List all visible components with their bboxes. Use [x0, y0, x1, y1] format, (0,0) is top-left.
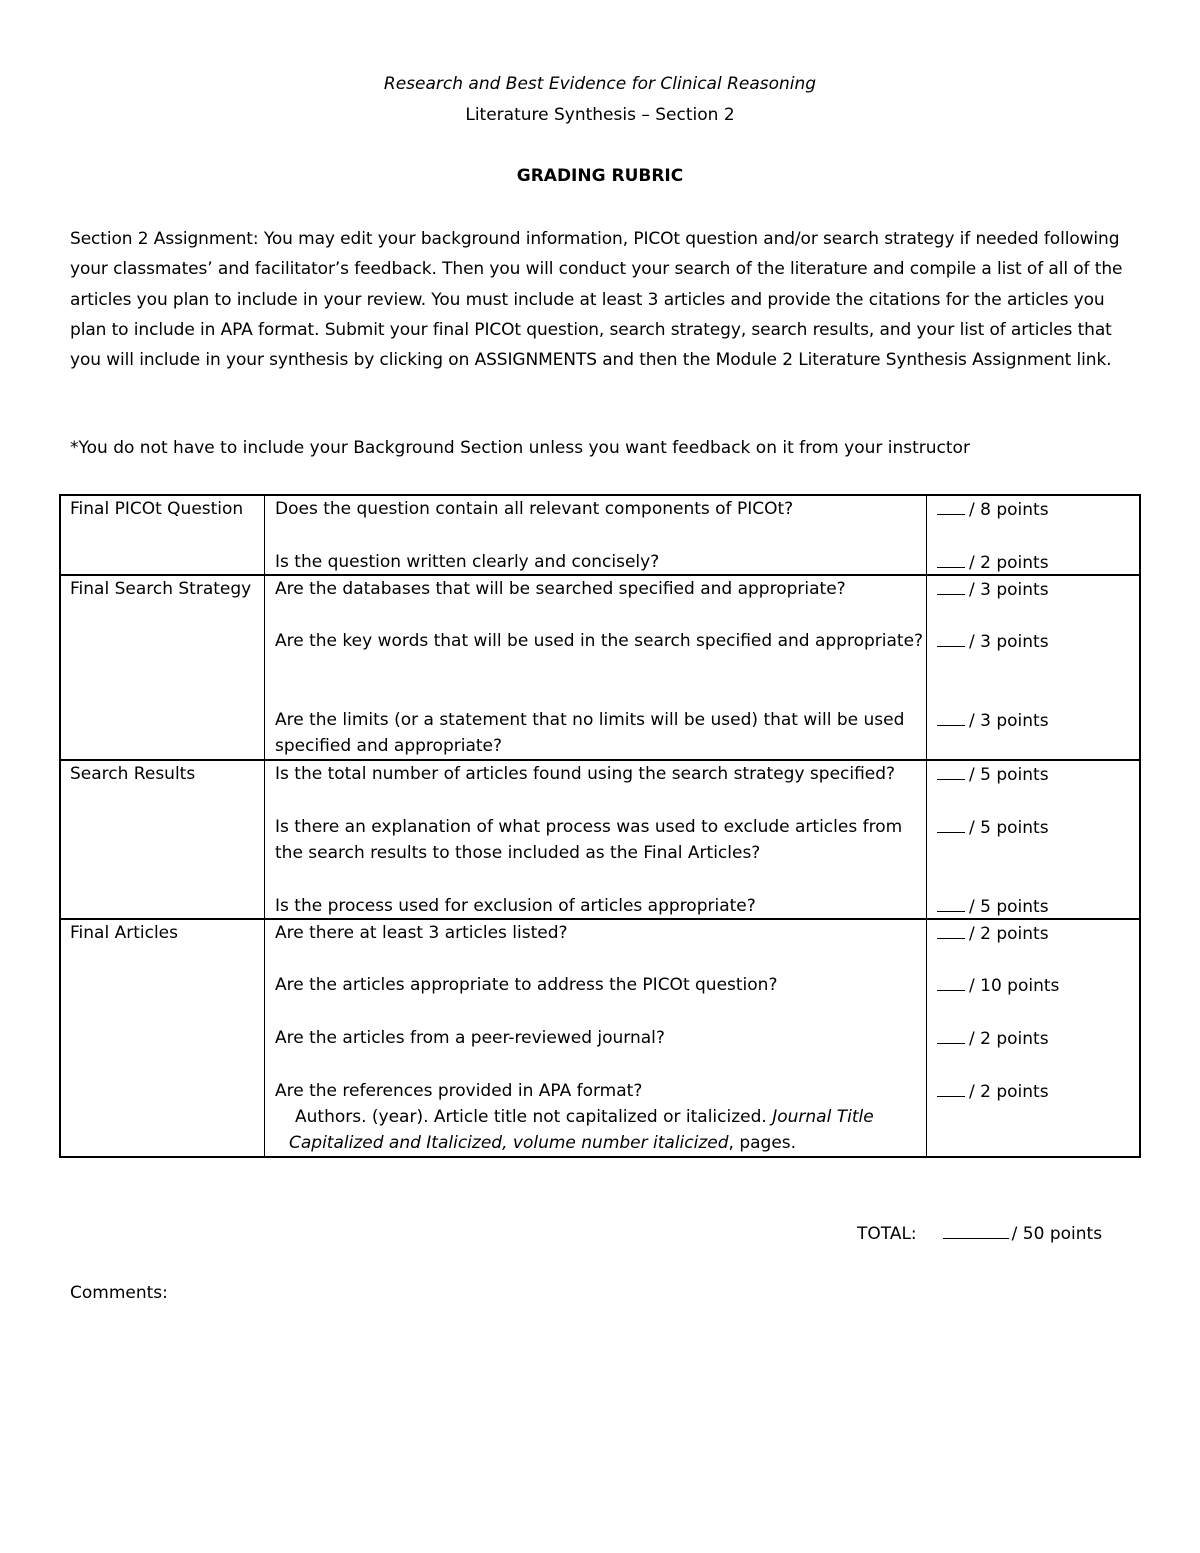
criterion-points: / 10 points — [937, 972, 1059, 999]
criterion-points: / 2 points — [937, 1025, 1049, 1052]
criterion-points: / 3 points — [937, 628, 1049, 655]
criterion-text: Are the key words that will be used in the search specified and appropriate? — [275, 631, 924, 651]
criterion-text: Are the limits (or a statement that no limits will be used) that will be used specified and appropriate? — [275, 710, 905, 756]
category-final-picot-question: Final PICOt Question — [70, 499, 244, 519]
section-title: Literature Synthesis – Section 2 — [465, 105, 735, 125]
criterion-points: / 2 points — [937, 549, 1049, 576]
category-final-articles: Final Articles — [70, 923, 178, 943]
apa-format-example — [289, 1104, 929, 1156]
score-blank[interactable] — [937, 972, 965, 991]
course-title: Research and Best Evidence for Clinical Reasoning — [383, 74, 817, 94]
criterion-text: Are the databases that will be searched specified and appropriate? — [275, 579, 846, 599]
score-blank[interactable] — [937, 576, 965, 595]
criterion-text: Is there an explanation of what process was used to exclude articles from the search results to those included as the Final Articles? — [275, 817, 903, 863]
assignment-label: Section 2 Assignment: — [70, 229, 259, 249]
criterion-points: / 5 points — [937, 761, 1049, 788]
apa-format-plain: Authors. (year). Article title not capitalized or italicized. — [295, 1107, 773, 1127]
score-blank[interactable] — [937, 893, 965, 912]
criterion-text: Does the question contain all relevant components of PICOt? — [275, 499, 794, 519]
criterion-points: / 5 points — [937, 893, 1049, 920]
criterion-text: Are the articles appropriate to address the PICOt question? — [275, 975, 778, 995]
criterion-points: / 3 points — [937, 707, 1049, 734]
criterion-text: Is the question written clearly and concisely? — [275, 552, 660, 572]
category-final-search-strategy: Final Search Strategy — [70, 579, 252, 599]
assignment-instructions — [70, 224, 1135, 375]
score-blank[interactable] — [937, 920, 965, 939]
background-note: *You do not have to include your Background Section unless you want feedback on it from your instructor — [70, 438, 970, 458]
criterion-points: / 5 points — [937, 814, 1049, 841]
table-border-left — [59, 494, 61, 1158]
criterion-text: Are the references provided in APA format? — [275, 1081, 643, 1101]
apa-format-tail: , pages. — [728, 1133, 797, 1153]
score-blank[interactable] — [937, 549, 965, 568]
rubric-heading: GRADING RUBRIC — [516, 166, 684, 186]
score-blank[interactable] — [937, 1078, 965, 1097]
column-divider — [264, 494, 265, 1158]
criterion-points: / 2 points — [937, 1078, 1049, 1105]
table-border-right — [1139, 494, 1141, 1158]
criterion-points: / 8 points — [937, 496, 1049, 523]
criterion-points: / 2 points — [937, 920, 1049, 947]
total-label: TOTAL: — [857, 1224, 917, 1244]
score-blank[interactable] — [937, 707, 965, 726]
criterion-text: Are there at least 3 articles listed? — [275, 923, 568, 943]
criterion-text: Is the total number of articles found using the search strategy specified? — [275, 764, 896, 784]
total-score — [857, 1220, 1102, 1245]
comments-label: Comments: — [70, 1283, 168, 1303]
criterion-text: Are the articles from a peer-reviewed journal? — [275, 1028, 665, 1048]
category-search-results: Search Results — [70, 764, 196, 784]
column-divider — [926, 494, 927, 1158]
assignment-text: You may edit your background information, PICOt question and/or search strategy if needed following your classmates’ and facilitator’s feedback. Then you will conduct your search of the literature and compile a list of all of the articles you plan to include in your review. You must include at least 3 articles and provide the citations for the articles you plan to include in APA format. Submit your final PICOt question, search strategy, search results, and your list of articles that you will include in your synthesis by clicking on ASSIGNMENTS and then the Module 2 Literature Synthesis Assignment link. — [70, 229, 1123, 371]
criterion-text: Is the process used for exclusion of articles appropriate? — [275, 896, 756, 916]
score-blank[interactable] — [937, 814, 965, 833]
criterion-points: / 3 points — [937, 576, 1049, 603]
table-border-bottom — [59, 1156, 1141, 1158]
rubric-table — [59, 494, 1141, 1158]
apa-format-journal: Journal Title Capitalized and Italicized, volume number italicized — [289, 1107, 874, 1153]
score-blank[interactable] — [937, 761, 965, 780]
total-blank[interactable] — [943, 1220, 1009, 1239]
score-blank[interactable] — [937, 628, 965, 647]
score-blank[interactable] — [937, 1025, 965, 1044]
total-points: / 50 points — [1011, 1224, 1103, 1244]
score-blank[interactable] — [937, 496, 965, 515]
